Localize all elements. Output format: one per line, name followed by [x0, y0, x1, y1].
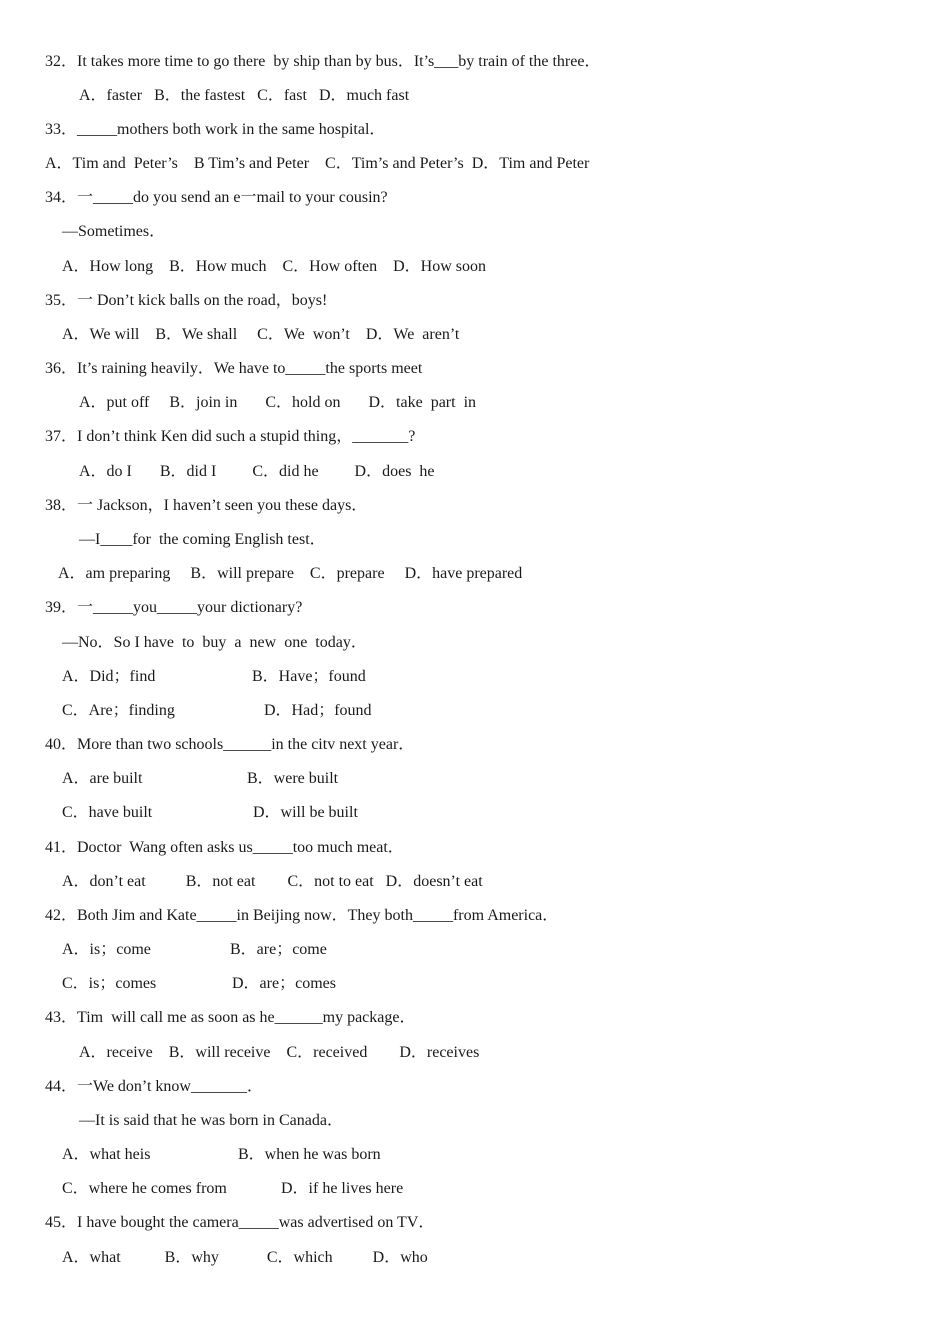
- option-b: B．were built: [247, 770, 339, 787]
- option-a: A．are built: [62, 770, 143, 787]
- option-c: C．is；comes: [62, 975, 157, 992]
- question-options: A．put off B．join in C．hold on D．take part in: [79, 394, 477, 411]
- question-stem: 38．一 Jackson，I haven’t seen you these days．: [45, 497, 368, 514]
- question-stem: 40．More than two schools______in the citv next year．: [45, 736, 415, 753]
- option-b: B．Have；found: [252, 668, 366, 685]
- option-d: D．will be built: [253, 804, 358, 821]
- question-stem: 32．It takes more time to go there by ship than by bus．It’s___by train of the three．: [45, 53, 601, 70]
- question-options: A．don’t eat B．not eat C．not to eat D．doesn’t eat: [62, 873, 483, 890]
- question-stem: 41．Doctor Wang often asks us_____too much meat．: [45, 839, 404, 856]
- option-a: A．is；come: [62, 941, 151, 958]
- question-stem: 43．Tim will call me as soon as he______my package．: [45, 1009, 416, 1026]
- dialogue-reply: —Sometimes．: [62, 223, 166, 240]
- question-stem: 35．一 Don’t kick balls on the road，boys!: [45, 292, 328, 309]
- question-options: A．faster B．the fastest C．fast D．much fast: [79, 87, 410, 104]
- question-options: A．We will B．We shall C．We won’t D．We aren’t: [62, 326, 460, 343]
- dialogue-reply: —No．So I have to buy a new one today．: [62, 634, 367, 651]
- question-stem: 39．一_____you_____your dictionary?: [45, 599, 303, 616]
- question-options: A．Tim and Peter’s B Tim’s and Peter C．Tim’s and Peter’s D．Tim and Peter: [45, 155, 590, 172]
- option-d: D．if he lives here: [281, 1180, 404, 1197]
- option-c: C．where he comes from: [62, 1180, 227, 1197]
- question-options: A．receive B．will receive C．received D．receives: [79, 1044, 480, 1061]
- option-c: C．have built: [62, 804, 153, 821]
- option-a: A．Did；find: [62, 668, 156, 685]
- question-options: A．am preparing B．will prepare C．prepare D．have prepared: [58, 565, 523, 582]
- option-b: B．when he was born: [238, 1146, 381, 1163]
- question-stem: 33．_____mothers both work in the same hospital．: [45, 121, 386, 138]
- question-stem: 45．I have bought the camera_____was advertised on TV．: [45, 1214, 435, 1231]
- question-stem: 37．I don’t think Ken did such a stupid thing，_______?: [45, 428, 416, 445]
- dialogue-reply: —It is said that he was born in Canada．: [79, 1112, 343, 1129]
- question-options: A．do I B．did I C．did he D．does he: [79, 463, 435, 480]
- option-b: B．are；come: [230, 941, 327, 958]
- question-options: A．what B．why C．which D．who: [62, 1249, 428, 1266]
- option-c: C．Are；finding: [62, 702, 175, 719]
- question-options: A．How long B．How much C．How often D．How soon: [62, 258, 486, 275]
- option-d: D．Had；found: [264, 702, 372, 719]
- question-stem: 42．Both Jim and Kate_____in Beijing now．They both_____from America．: [45, 907, 559, 924]
- question-stem: 36．It’s raining heavily．We have to_____the sports meet: [45, 360, 423, 377]
- question-stem: 34．一_____do you send an e一mail to your cousin?: [45, 189, 388, 206]
- question-stem: 44．一We don’t know_______．: [45, 1078, 263, 1095]
- dialogue-reply: —I____for the coming English test．: [79, 531, 326, 548]
- option-d: D．are；comes: [232, 975, 336, 992]
- option-a: A．what heis: [62, 1146, 151, 1163]
